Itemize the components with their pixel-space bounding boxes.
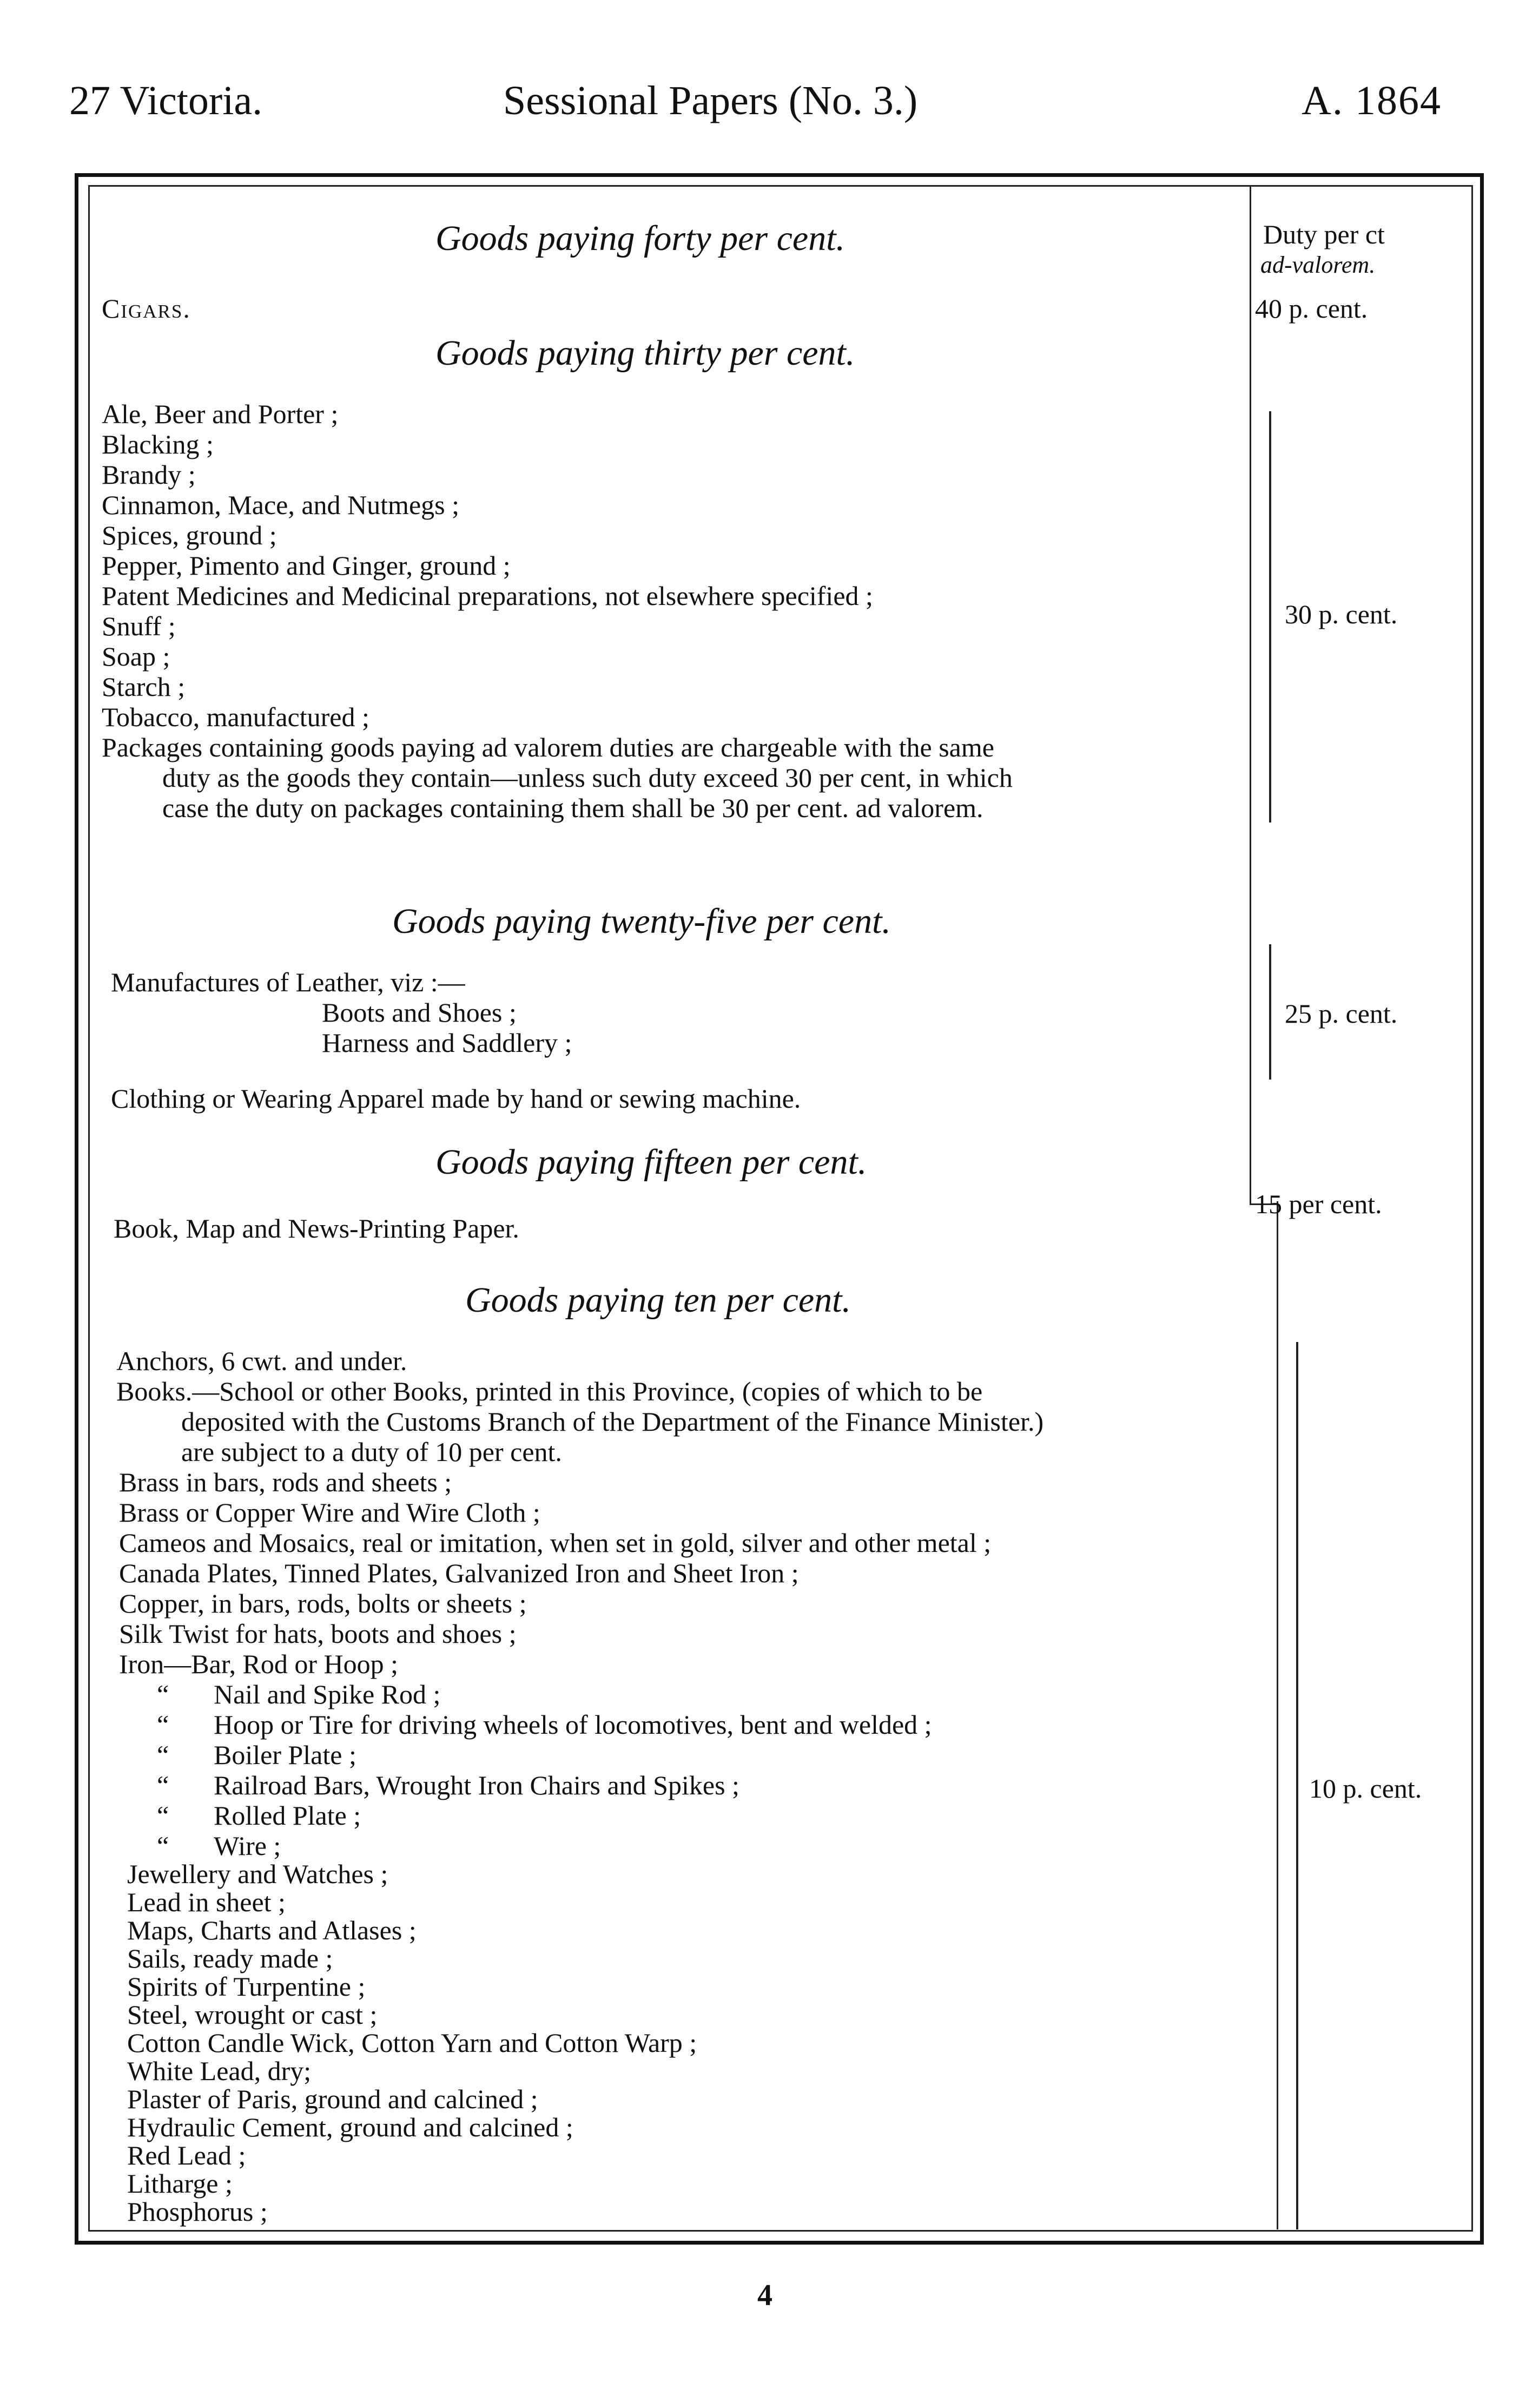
ditto-mark: “: [157, 1740, 169, 1770]
duty-column-subtitle: ad-valorem.: [1260, 252, 1376, 278]
ditto-mark: “: [157, 1800, 169, 1831]
duty-column-rule-lower: [1277, 1201, 1278, 2229]
list-item: Cinnamon, Mace, and Nutmegs ;: [102, 490, 459, 520]
list-item: are subject to a duty of 10 per cent.: [181, 1437, 562, 1467]
list-item: deposited with the Customs Branch of the Department of the Finance Minister.): [181, 1406, 1044, 1437]
duty-ten: 10 p. cent.: [1309, 1773, 1422, 1804]
list-item: Sails, ready made ;: [127, 1943, 333, 1973]
brace-ten: [1287, 1342, 1298, 2229]
list-item: Litharge ;: [127, 2168, 233, 2199]
list-item: Books.—School or other Books, printed in this Province, (copies of which to be: [116, 1376, 983, 1406]
list-item: Book, Map and News-Printing Paper.: [114, 1213, 519, 1244]
heading-thirty: Goods paying thirty per cent.: [435, 333, 855, 373]
list-item: Railroad Bars, Wrought Iron Chairs and Spikes ;: [214, 1770, 739, 1800]
ditto-mark: “: [157, 1831, 169, 1861]
list-item: Nail and Spike Rod ;: [214, 1679, 441, 1709]
list-item: Cotton Candle Wick, Cotton Yarn and Cotton Warp ;: [127, 2028, 697, 2058]
list-item: Spices, ground ;: [102, 520, 277, 550]
header-left: 27 Victoria.: [69, 78, 263, 123]
list-item: Red Lead ;: [127, 2140, 246, 2170]
list-item: Copper, in bars, rods, bolts or sheets ;: [119, 1588, 527, 1619]
list-item: Silk Twist for hats, boots and shoes ;: [119, 1619, 517, 1649]
ditto-mark: “: [157, 1709, 169, 1740]
list-item: duty as the goods they contain—unless such duty exceed 30 per cent, in which: [162, 762, 1013, 793]
list-item: Brass or Copper Wire and Wire Cloth ;: [119, 1497, 540, 1528]
brace-thirty: [1260, 411, 1271, 823]
duty-column-title: Duty per ct: [1263, 219, 1385, 249]
item-cigars: Cigars.: [102, 293, 191, 324]
header-center: Sessional Papers (No. 3.): [503, 78, 918, 123]
list-item: Tobacco, manufactured ;: [102, 702, 369, 732]
list-item: case the duty on packages containing them shall be 30 per cent. ad valorem.: [162, 793, 983, 823]
page-number: 4: [757, 2279, 772, 2312]
list-item: Ale, Beer and Porter ;: [102, 399, 339, 429]
brace-twentyfive: [1260, 944, 1271, 1080]
list-item: Steel, wrought or cast ;: [127, 1999, 378, 2030]
list-item: Clothing or Wearing Apparel made by hand or sewing machine.: [111, 1083, 801, 1114]
list-item: Lead in sheet ;: [127, 1887, 286, 1917]
list-item: Pepper, Pimento and Ginger, ground ;: [102, 550, 511, 581]
list-item: Harness and Saddlery ;: [322, 1028, 572, 1058]
list-item: Blacking ;: [102, 429, 214, 459]
list-item: Wire ;: [214, 1831, 281, 1861]
list-item: Phosphorus ;: [127, 2196, 268, 2227]
duty-thirty: 30 p. cent.: [1285, 599, 1398, 629]
duty-twentyfive: 25 p. cent.: [1285, 998, 1398, 1029]
heading-forty: Goods paying forty per cent.: [435, 219, 846, 258]
list-item: Boots and Shoes ;: [322, 997, 517, 1028]
ditto-mark: “: [157, 1770, 169, 1800]
list-item: Patent Medicines and Medicinal preparations, not elsewhere specified ;: [102, 581, 873, 611]
list-item: Canada Plates, Tinned Plates, Galvanized Iron and Sheet Iron ;: [119, 1558, 799, 1588]
list-item: Jewellery and Watches ;: [127, 1859, 388, 1889]
list-item: Cameos and Mosaics, real or imitation, when set in gold, silver and other metal ;: [119, 1528, 992, 1558]
heading-twentyfive: Goods paying twenty-five per cent.: [392, 902, 891, 941]
list-item: Packages containing goods paying ad valorem duties are chargeable with the same: [102, 732, 994, 762]
header-right: A. 1864: [1302, 78, 1442, 123]
list-item: Plaster of Paris, ground and calcined ;: [127, 2084, 538, 2114]
list-item: Boiler Plate ;: [214, 1740, 356, 1770]
list-item: Rolled Plate ;: [214, 1800, 361, 1831]
heading-fifteen: Goods paying fifteen per cent.: [435, 1142, 867, 1182]
list-item: Brandy ;: [102, 459, 196, 490]
duty-forty: 40 p. cent.: [1255, 293, 1368, 324]
list-item: Anchors, 6 cwt. and under.: [116, 1346, 407, 1376]
list-item: Snuff ;: [102, 611, 176, 641]
list-item: Hydraulic Cement, ground and calcined ;: [127, 2112, 573, 2142]
list-item: Manufactures of Leather, viz :—: [111, 967, 465, 997]
list-item: Starch ;: [102, 672, 186, 702]
duty-column-rule: [1250, 186, 1251, 1203]
list-item: Hoop or Tire for driving wheels of locomotives, bent and welded ;: [214, 1709, 932, 1740]
heading-ten: Goods paying ten per cent.: [465, 1280, 851, 1320]
list-item: White Lead, dry;: [127, 2056, 312, 2086]
ditto-mark: “: [157, 1679, 169, 1709]
list-item: Brass in bars, rods and sheets ;: [119, 1467, 452, 1497]
list-item: Maps, Charts and Atlases ;: [127, 1915, 417, 1945]
list-item: Spirits of Turpentine ;: [127, 1971, 366, 2002]
duty-fifteen: 15 per cent.: [1255, 1189, 1382, 1219]
list-item: Soap ;: [102, 641, 170, 672]
list-item: Iron—Bar, Rod or Hoop ;: [119, 1649, 398, 1679]
